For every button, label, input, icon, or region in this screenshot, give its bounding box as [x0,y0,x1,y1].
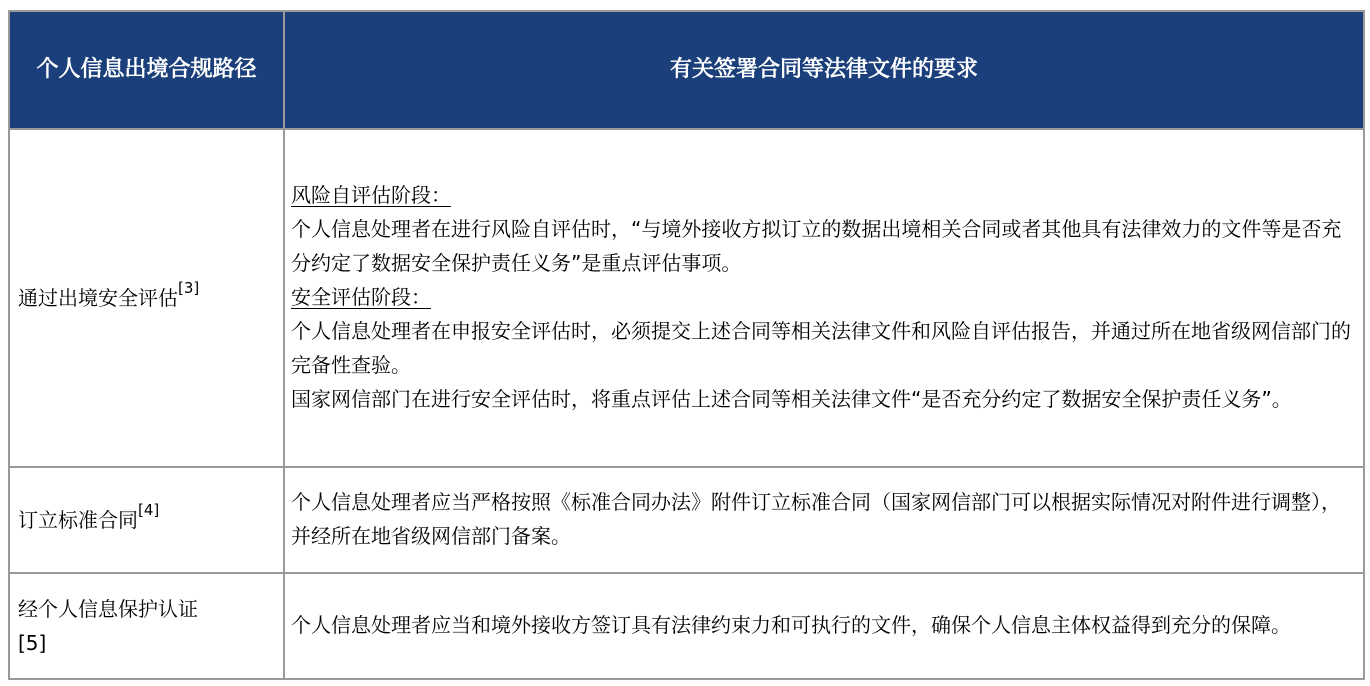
table-row [9,467,1364,573]
row-path-label: 通过出境安全评估 [18,286,178,310]
row-path-cell [9,573,284,679]
row-path-cell [9,467,284,573]
footnote-ref: [3] [178,279,200,298]
table-header-row [9,11,1364,129]
stage-heading-self-assessment: 风险自评估阶段： [291,183,451,207]
requirement-text: 个人信息处理者在申报安全评估时，必须提交上述合同等相关法律文件和风险自评估报告，并通过所在地省级网信部门的完备性查验。 [291,319,1351,377]
requirement-text: 个人信息处理者应当严格按照《标准合同办法》附件订立标准合同（国家网信部门可以根据实际情况对附件进行调整），并经所在地省级网信部门备案。 [291,490,1341,548]
row-requirement-cell [284,573,1364,679]
table-row [9,573,1364,679]
footnote-ref: [4] [138,501,160,520]
row-path-label: 经个人信息保护认证 [18,597,198,621]
row-requirement-cell [284,467,1364,573]
compliance-table-container [8,10,1363,680]
requirement-text: 个人信息处理者应当和境外接收方签订具有法律约束力和可执行的文件，确保个人信息主体权益得到充分的保障。 [291,613,1291,637]
row-path-cell [9,129,284,467]
requirement-text: 个人信息处理者在进行风险自评估时，“与境外接收方拟订立的数据出境相关合同或者其他具有法律效力的文件等是否充分约定了数据安全保护责任义务”是重点评估事项。 [291,217,1342,275]
stage-heading-security-assessment: 安全评估阶段： [291,285,431,309]
row-path-label: 订立标准合同 [18,508,138,532]
table-row [9,129,1364,467]
footnote-ref: [5] [18,631,47,655]
header-contract-requirements: 有关签署合同等法律文件的要求 [284,11,1364,129]
requirement-text: 国家网信部门在进行安全评估时，将重点评估上述合同等相关法律文件“是否充分约定了数据安全保护责任义务”。 [291,387,1292,411]
row-requirement-cell [284,129,1364,467]
compliance-table [8,10,1365,680]
header-compliance-path: 个人信息出境合规路径 [9,11,284,129]
